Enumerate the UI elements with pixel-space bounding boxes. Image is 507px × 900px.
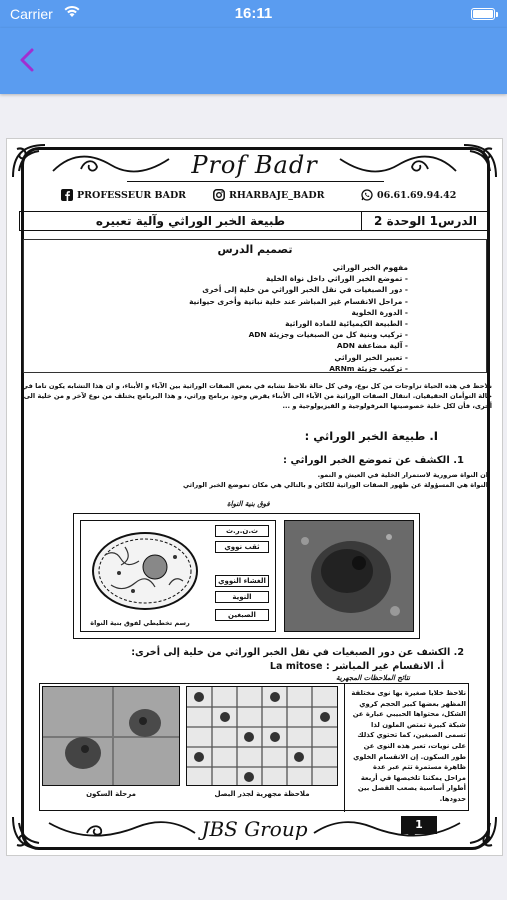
battery-icon: [471, 8, 495, 20]
outline-item: - تركيب وبنية كل من الصبغيات وجزيئة ADN: [248, 330, 408, 340]
intro-paragraph: نلاحظ في هذه الحياة تزاوجات من كل نوع، وفي كل حالة نلاحظ تشابه في بعض الصفات الوراثية بين الآباء و الأبناء، و ان هذا التشابه يكون تاما في حالة التوأمان الحقيقيان. انتقال الصفات الوراثية من الآباء الى الأبناء يفرض وجود برنامج وراثي، و هذا البرنامج يختلف من نوع لآخر و من خلية الى أخرى، فأن لكل خلية خصوصيتها المرفولوجية و الفيزيولوجية و ...: [21, 382, 492, 410]
diagram-label: الغشاء النووي: [215, 575, 269, 587]
outline-item: - تركيب جزيئة ARNm: [329, 363, 408, 373]
outline-item: - تموضع الخبر الوراثي داخل نواة الخلية: [266, 274, 408, 284]
whatsapp-icon: [361, 189, 373, 201]
figure-caption: فوق بنية النواة: [227, 499, 270, 508]
chevron-left-icon[interactable]: [14, 44, 42, 76]
outline-item: مفهوم الخبر الوراثي: [332, 263, 408, 272]
subsection-heading: 1. الكشف عن تموضع الخبر الوراثي :: [283, 455, 464, 466]
instagram-icon: [213, 189, 225, 201]
observation-text: نلاحظ خلايا صغيرة بها نوى مختلفة المظهر بعضها كبير الحجم كروي الشكل، محتواها الحبيبي عبارة عن شبكة كبيرة تمتص الملون لذا تسمى الصبغين، كما تحتوي كذلك على نويات، تعبر هذه النوى عن طور السكون. إن الانقسام الخلوي ظاهرة مستمرة تتم عبر عدة مراحل يمكننا تلخيصها في أربعة أطوار أساسية يصعب الفصل بين حدودها.: [344, 684, 470, 812]
diagram-label: ث.ن.ر.ث: [215, 525, 269, 537]
title-divider: [127, 181, 384, 182]
lesson-title: طبيعة الخبر الوراثي وآلية تعبيره: [95, 214, 286, 228]
facebook-handle-text: PROFESSEUR BADR: [77, 189, 187, 201]
outline-item: - الطبيعة الكيميائية للمادة الوراثية: [285, 319, 408, 329]
outline-heading: تصميم الدرس: [217, 243, 293, 256]
nucleus-micrograph: [284, 520, 414, 632]
diagram-label: الصبغين: [215, 609, 269, 621]
page-number: 1: [401, 816, 437, 834]
outline-item: - الدورة الخلوية: [351, 307, 408, 317]
diagram-label: ثقب نووي: [215, 541, 269, 553]
nucleus-figure: [73, 513, 420, 639]
facebook-icon: [61, 189, 73, 201]
onion-root-photo: [186, 686, 338, 786]
outline-item: - دور الصبغيات في نقل الخبر الوراثي من خلية إلى أخرى: [202, 285, 408, 295]
subsection-heading: 2. الكشف عن دور الصبغيات في نقل الخبر الوراثي من خلية إلى أخرى:: [131, 647, 464, 658]
document-page[interactable]: [6, 138, 503, 856]
whatsapp-number-text: 06.61.69.94.42: [377, 189, 457, 201]
document-title: Prof Badr: [191, 151, 318, 179]
navigation-bar: [0, 28, 507, 94]
photo-caption: مرحلة السكون: [86, 790, 136, 798]
carrier-label: Carrier: [10, 6, 53, 22]
outline-item: - آلية مضاعفة ADN: [336, 341, 408, 351]
outline-item: - تعبير الخبر الوراثي: [334, 352, 408, 362]
subsection-heading: أ. الانقسام غير المباشر : La mitose: [269, 661, 444, 672]
outline-item: - مراحل الانقسام غير المباشر عند خلية نباتية وأخرى حيوانية: [189, 296, 408, 306]
resting-cell-photo: [42, 686, 180, 786]
cell-photo-icon: [43, 687, 180, 786]
results-label: نتائج الملاحظات المجهرية: [335, 674, 410, 682]
footer-brand: JBS Group: [201, 817, 308, 841]
root-photo-icon: [187, 687, 338, 786]
clock: 16:11: [234, 5, 273, 22]
diagram-caption: رسم تخطيطي لفوق بنية النواة: [90, 619, 190, 627]
lesson-outline: [23, 239, 487, 373]
status-bar: [0, 0, 507, 28]
mitosis-observation-table: [39, 683, 469, 811]
nucleus-diagram: [80, 520, 276, 632]
subsection-text: النواة هي المسؤولة عن ظهور الصفات الوراثية للكائن و بالتالي هي مكان تموضع الخبر الوراثي: [182, 481, 488, 489]
whatsapp-number: [361, 189, 456, 201]
micrograph-image-icon: [285, 521, 414, 632]
photo-caption: ملاحظة مجهرية لجذر البصل: [214, 790, 310, 798]
outline-list: [24, 262, 408, 374]
lesson-number: الدرس1 الوحدة 2: [361, 212, 489, 230]
subsection-text: ان النواة ضرورية لاستمرار الخلية في العيش و النمو.: [317, 471, 488, 479]
section-heading: I. طبيعة الخبر الوراثي :: [304, 429, 438, 443]
instagram-handle: [213, 189, 325, 201]
diagram-label: النوية: [215, 591, 269, 603]
nucleus-drawing-icon: [85, 525, 205, 617]
lesson-header: [19, 211, 490, 231]
facebook-handle: [61, 189, 186, 201]
instagram-handle-text: RHARBAJE_BADR: [229, 189, 325, 201]
